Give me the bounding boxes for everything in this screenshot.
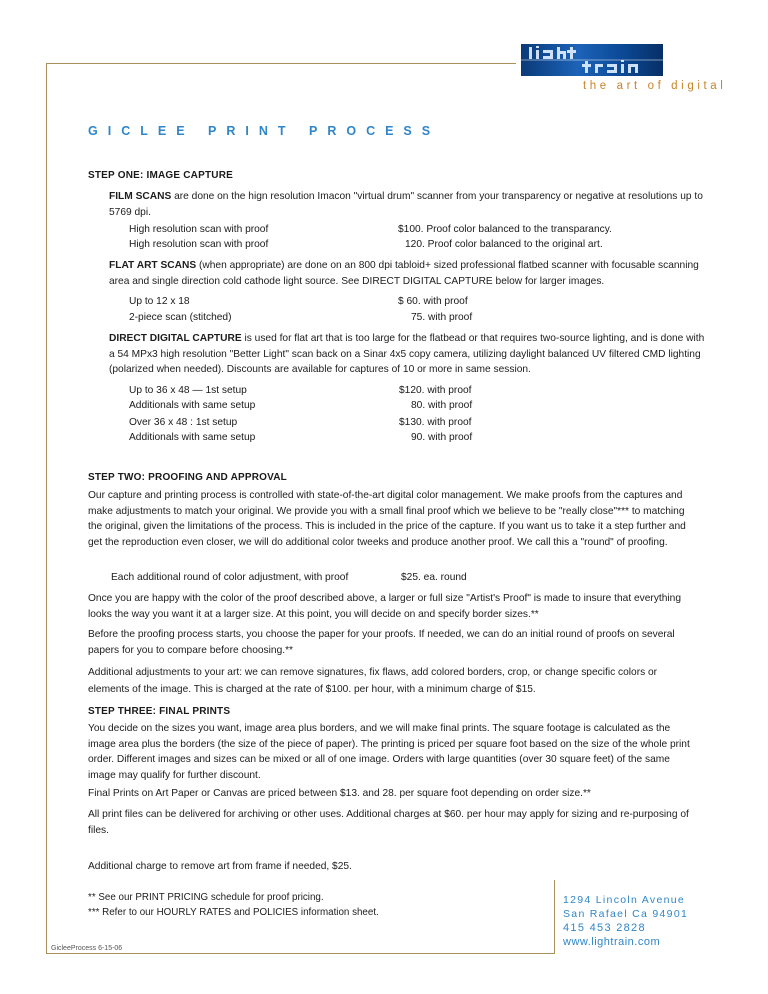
film-scans-paragraph bbox=[109, 189, 709, 220]
step-two-paragraph-4: Additional adjustments to your art: we can remove signatures, fix flaws, add colored borders, crop, or change specific colors or elements of the image. This is charged at the rate of $100. per hour, with a minimum charge of $15. bbox=[88, 667, 658, 695]
flat-art-lead: FLAT ART SCANS bbox=[109, 260, 197, 271]
film-row-1-label: High resolution scan with proof bbox=[129, 224, 269, 235]
step-one-heading: STEP ONE: IMAGE CAPTURE bbox=[88, 170, 233, 181]
tagline: the art of digital bbox=[583, 80, 727, 92]
lightrain-logo bbox=[521, 44, 663, 76]
ddc-row-4-price: 90. with proof bbox=[411, 432, 473, 443]
flat-row-2-price: 75. with proof bbox=[411, 312, 473, 323]
ddc-row-1-label: Up to 36 x 48 — 1st setup bbox=[129, 385, 247, 396]
step-three-heading: STEP THREE: FINAL PRINTS bbox=[88, 706, 231, 717]
contact-phone: 415 453 2828 bbox=[563, 922, 646, 934]
direct-capture-paragraph bbox=[109, 331, 709, 378]
flat-row-1-label: Up to 12 x 18 bbox=[129, 296, 190, 307]
film-row-1-price: $100. Proof color balanced to the transparancy. bbox=[398, 224, 612, 235]
film-scans-text: are done on the hign resolution Imacon "virtual drum" scanner from your transparency or negative at resolutions up to 5769 dpi. bbox=[109, 191, 703, 218]
footnote-1: ** See our PRINT PRICING schedule for proof pricing. bbox=[88, 892, 324, 903]
ddc-row-2-price: 80. with proof bbox=[411, 400, 473, 411]
step-two-heading: STEP TWO: PROOFING AND APPROVAL bbox=[88, 472, 287, 483]
frame-top-rule bbox=[46, 63, 516, 64]
contact-city: San Rafael Ca 94901 bbox=[563, 908, 689, 920]
contact-street: 1294 Lincoln Avenue bbox=[563, 894, 686, 906]
step-two-paragraph-2: Once you are happy with the color of the proof described above, a larger or full size "Artist's Proof" is made to insure that everything looks the way you want it at a larger size. At this point, you will decide on and specify border sizes.** bbox=[88, 593, 681, 620]
ddc-row-2-label: Additionals with same setup bbox=[129, 400, 256, 411]
direct-capture-lead: DIRECT DIGITAL CAPTURE bbox=[109, 333, 242, 344]
round-label: Each additional round of color adjustment, with proof bbox=[111, 572, 349, 583]
footnote-2: *** Refer to our HOURLY RATES and POLICIES information sheet. bbox=[88, 907, 379, 918]
frame-bottom-rule bbox=[46, 953, 555, 954]
film-scans-lead: FILM SCANS bbox=[109, 191, 172, 202]
round-price: $25. ea. round bbox=[401, 572, 467, 583]
ddc-row-1-price: $120. with proof bbox=[399, 385, 472, 396]
page-title: GICLEE PRINT PROCESS bbox=[88, 124, 441, 138]
frame-left-rule bbox=[46, 63, 47, 953]
direct-capture-text: is used for flat art that is too large for the flatbead or that requires two-source lighting, and is done with a 54 MPx3 high resolution "Better Light" scan back on a Sinar 4x5 copy camera, utilizing daylight balanced UV filtered CMD lighting (polarized when needed). Discounts are available for captures of 10 or more in same session. bbox=[109, 333, 705, 375]
flat-art-paragraph bbox=[109, 258, 709, 289]
footer-document-code: GicleeProcess 6-15-06 bbox=[51, 945, 123, 952]
frame-right-rule bbox=[554, 880, 555, 954]
ddc-row-4-label: Additionals with same setup bbox=[129, 432, 256, 443]
step-three-paragraph-3: All print files can be delivered for archiving or other uses. Additional charges at $60. per hour may apply for sizing and re-purposing of files. bbox=[88, 809, 689, 836]
step-three-paragraph-1: You decide on the sizes you want, image area plus borders, and we will make final prints. The square footage is calculated as the image area plus the borders (the size of the piece of paper). The printing is priced per square foot based on the size of the whole print order. Different images and sizes can be mixed or all of one image. Orders with large quantities (over 30 square feet) of the same image may qualify for further discount. bbox=[88, 723, 690, 781]
step-three-paragraph-2: Final Prints on Art Paper or Canvas are priced between $13. and 28. per square foot depending on order size.** bbox=[88, 788, 591, 799]
step-three-paragraph-4: Additional charge to remove art from frame if needed, $25. bbox=[88, 861, 352, 872]
flat-row-1-price: $ 60. with proof bbox=[398, 296, 468, 307]
film-row-2-label: High resolution scan with proof bbox=[129, 239, 269, 250]
flat-art-text: (when appropriate) are done on an 800 dpi tabloid+ sized professional flatbed scanner with focusable scanning area and single direction cold cathode light source. See DIRECT DIGITAL CAPTURE below for larger images. bbox=[109, 260, 699, 287]
film-row-2-price: 120. Proof color balanced to the original art. bbox=[405, 239, 603, 250]
ddc-row-3-label: Over 36 x 48 : 1st setup bbox=[129, 417, 238, 428]
ddc-row-3-price: $130. with proof bbox=[399, 417, 472, 428]
step-two-paragraph-1: Our capture and printing process is controlled with state-of-the-art digital color management. We make proofs from the captures and make adjustments to match your original. We provide you with a small final proof which we believe to be "really close"*** to matching the original, given the limitations of the process. This is included in the price of the capture. If you want us to take it a step further and get the reproduction even closer, we will do additional color tweeks and produce another proof. We call this a "round" of proofing. bbox=[88, 490, 686, 548]
contact-website-link[interactable]: www.lightrain.com bbox=[563, 936, 661, 948]
step-two-paragraph-3: Before the proofing process starts, you choose the paper for your proofs. If needed, we can do an initial round of proofs on several papers for you to compare before choosing.** bbox=[88, 629, 675, 656]
flat-row-2-label: 2-piece scan (stitched) bbox=[129, 312, 232, 323]
